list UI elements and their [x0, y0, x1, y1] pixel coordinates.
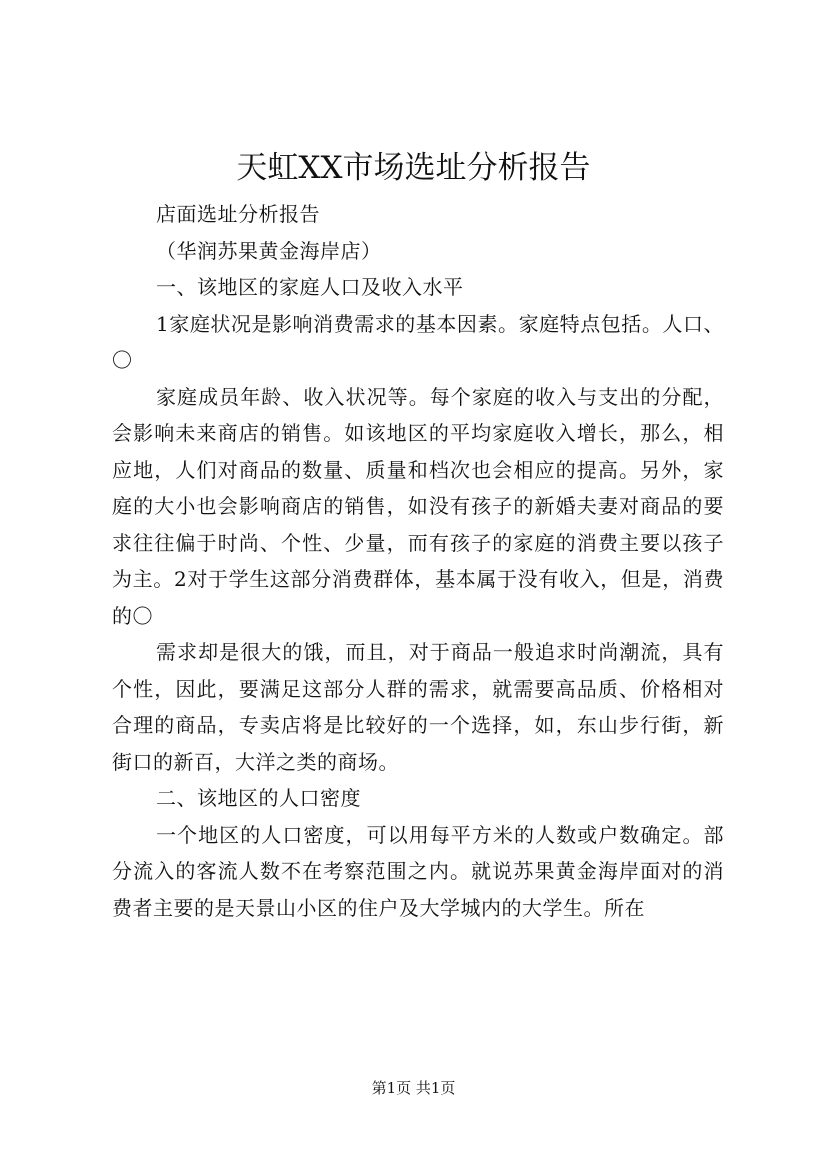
paragraph-store-name: （华润苏果黄金海岸店）: [156, 238, 382, 263]
document-body: [112, 196, 724, 926]
paragraph: 一个地区的人口密度，可以用每平方米的人数或户数确定。部分流入的客流人数不在考察范围之内。就说苏果黄金海岸面对的消费者主要的是天景山小区的住户及大学城内的大学生。所在: [112, 822, 724, 920]
paragraph: 需求却是很大的饿，而且，对于商品一般追求时尚潮流，具有个性，因此，要满足这部分人群的需求，就需要高品质、价格相对合理的商品，专卖店将是比较好的一个选择，如，东山步行街，新街口的新百，大洋之类的商场。: [112, 640, 724, 774]
paragraph: 1家庭状况是影响消费需求的基本因素。家庭特点包括。人口、〇: [112, 311, 724, 372]
document-title: 天虹XX市场选址分析报告: [236, 150, 591, 186]
section-heading-1: 一、该地区的家庭人口及收入水平: [156, 275, 464, 299]
section-heading-2: 二、该地区的人口密度: [156, 786, 361, 810]
paragraph-subtitle: 店面选址分析报告: [156, 202, 320, 226]
page-number-footer: 第1页 共1页: [371, 1079, 456, 1097]
paragraph: 家庭成员年龄、收入状况等。每个家庭的收入与支出的分配，会影响未来商店的销售。如该地区的平均家庭收入增长，那么，相应地，人们对商品的数量、质量和档次也会相应的提高。另外，家庭的大小也会影响商店的销售，如没有孩子的新婚夫妻对商品的要求往往偏于时尚、个性、少量，而有孩子的家庭的消费主要以孩子为主。2对于学生这部分消费群体，基本属于没有收入，但是，消费的〇: [112, 384, 724, 628]
